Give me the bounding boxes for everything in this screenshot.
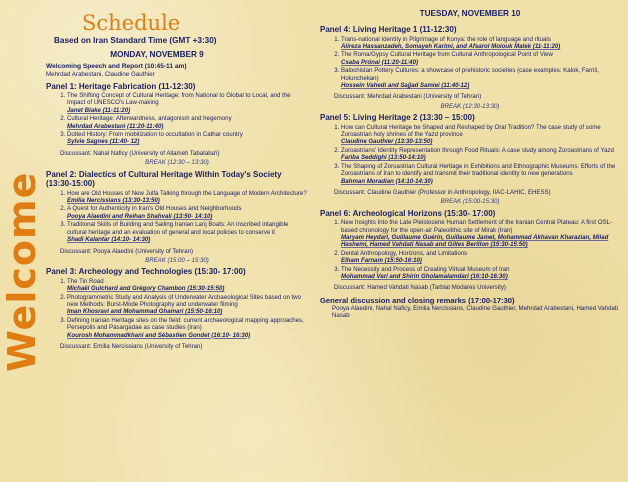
talk-item — [67, 115, 308, 130]
break-label: BREAK (15:00-15:30) — [440, 198, 500, 206]
talk-speaker: Iman Khosravi and Mohammad Ghamari (15:50-16:10) — [67, 308, 223, 316]
talk-item — [341, 67, 620, 89]
talk-item — [67, 278, 308, 293]
talk-item — [341, 147, 620, 162]
opening-speakers: Mehrdad Arabestani, Claudine Gauthier — [46, 71, 155, 78]
panel-1-discussant: Discussant: Nahal Naficy (University of Allameh Tabataba'i) — [60, 149, 220, 157]
panel-5-talks — [320, 124, 620, 185]
panel-6-title: Panel 6: Archeological Horizons (15:30- 17:00) — [320, 208, 496, 218]
talk-title: Photogrammetric Study and Analysis of Underwater Archaeological Sites based on two new Methods: Burst-Mode Photography and underwater filming — [67, 293, 302, 309]
talk-speaker: Mehrdad Arabestani (11:20-11:40) — [67, 122, 164, 130]
talk-title: Dotted History: From mobilization to occultation in Cathar country — [67, 131, 243, 139]
welcome-side-label: Welcome — [0, 171, 44, 372]
talk-item — [67, 205, 308, 220]
talk-speaker: Maryam Heydari, Guillaume Guérin, Guillaume Jamet, Mohammad Akhavan Kharazian, Milad Hashemi, Hamed Vahdati Nasab and Gilles Berillon (15:30-15:50) — [341, 234, 609, 249]
tuesday-column — [320, 0, 620, 320]
talk-title: Dental Anthropology, Horizons, and Limitations — [341, 249, 468, 257]
talk-title: The Necessity and Process of Creating Virtual Museum of Iran — [341, 265, 510, 273]
talk-speaker: Shadi Kalantar (14:10- 14:30) — [67, 236, 151, 244]
monday-column — [46, 0, 308, 352]
panel-4-talks — [320, 36, 620, 90]
day-heading-tuesday: TUESDAY, NOVEMBER 10 — [419, 9, 521, 18]
talk-title: The Shifting Concept of Cultural Heritage: from National to Global to Local, and the Impact of UNESCO's Law-making — [67, 92, 291, 107]
talk-title: Traditional Skills of Building and Sailing Iranian Lanj Boats: An inscribed intangible cultural heritage and an evaluation of general and local policies to conserve it — [67, 221, 289, 236]
closing-title: General discussion and closing remarks (17:00-17:30) — [320, 295, 515, 305]
talk-title: How are Old Houses of New Julfa Talking through the Language of Modern Architecture? — [67, 189, 307, 197]
talk-item — [67, 294, 308, 316]
talk-item — [341, 219, 620, 249]
panel-5-discussant: Discussant: Claudine Gauthier (Professor in Anthropology, IIAC-LAHIC, EHESS) — [334, 188, 551, 196]
talk-item — [67, 221, 308, 243]
panel-3-title: Panel 3: Archeology and Technologies (15:30- 17:00) — [46, 267, 246, 277]
break-label: BREAK (15:00 – 15:30) — [145, 256, 209, 264]
talk-item — [341, 36, 620, 51]
talk-title: Balochistan Pottery Cultures: a showcase of prehistoric societies (case examples: Kalok, Farriš, Holunchekan) — [341, 67, 600, 82]
talk-speaker: Kourosh Mohammadkhani and Sébastien Gondet (16:10- 16:30) — [67, 331, 251, 339]
talk-speaker: Sylvie Sagnes (11:40- 12) — [67, 138, 140, 146]
timezone-subtitle: Based on Iran Standard Time (GMT +3:30) — [54, 36, 217, 45]
opening-title: Welcoming Speech and Report (10:45-11 am) — [46, 63, 187, 70]
panel-6-discussant: Discussant: Hamed Vahdati Nasab (Tarbiat Modares University) — [334, 284, 506, 292]
panel-2-title: Panel 2: Dialectics of Cultural Heritage Within Today's Society (13:30-15:00) — [46, 169, 282, 189]
talk-speaker: Alireza Hassanzadeh, Somayeh Karimi, and Afsarol Molouk Malek (11-11:20) — [341, 42, 561, 50]
talk-item — [341, 124, 620, 146]
talk-title: Trans-national Identity in Pilgrimage of Konya: the role of language and rituals — [341, 35, 551, 43]
talk-item — [341, 163, 620, 185]
talk-speaker: Elham Farnam (15:50-16:10) — [341, 257, 422, 265]
talk-title: A Quest for Authenticity in Iran's Old Houses and Neighborhoods — [67, 205, 242, 213]
talk-item — [67, 190, 308, 205]
talk-speaker: Janet Blake (11-11:20) — [67, 106, 131, 114]
talk-speaker: Pooya Alaedini and Reihan Shahvali (13:50- 14:10) — [67, 212, 213, 220]
panel-2-discussant: Discussant: Pooya Alaedini (University of Tehran) — [60, 247, 193, 255]
talk-item — [341, 51, 620, 66]
talk-speaker: Michaël Guichard and Grégory Chambon (15:30-15:50) — [67, 285, 225, 293]
talk-item — [67, 131, 308, 146]
break-label: BREAK (12:30-13:30) — [440, 102, 500, 110]
panel-3-discussant: Discussant: Emilia Nercissians (University of Tehran) — [60, 343, 203, 351]
talk-title: Cultural Heritage: Afterwardness, antagonism and hegemony — [67, 115, 232, 123]
closing-speakers: Pooya Alaedini, Nahal Naficy, Emilia Nercissians, Claudine Gauthier, Mehrdad Arabestani, Hamed Vahdati Nasab — [332, 304, 618, 320]
talk-item — [341, 266, 620, 281]
break-label: BREAK (12:30 – 13:30) — [145, 159, 209, 167]
talk-item — [67, 317, 308, 339]
talk-title: Zoroastrians' Identity Representation through Food Rituals: A case study among Zoroastrians of Yazd — [341, 146, 614, 154]
page-title: Schedule — [82, 11, 181, 35]
talk-title: New Insights Into the Late Pleistocene Human Settlement of the Iranian Central Plateau: A first OSL-based chronology for the open-air Paleolithic site of Mirak (Iran) — [341, 219, 612, 234]
panel-1-talks — [46, 92, 308, 146]
panel-5-title: Panel 5: Living Heritage 2 (13:30 – 15:00) — [320, 113, 475, 123]
day-heading-monday: MONDAY, NOVEMBER 9 — [110, 50, 204, 59]
panel-1-title: Panel 1: Heritage Fabrication (11-12:30) — [46, 81, 196, 91]
talk-speaker: Mohammad Vari and Shirin Gholamalamdari (16:10-16:30) — [341, 273, 508, 281]
talk-title: The Shaping of Zoroastrian Cultural Heritage in Exhibitions and Ethnographic Museums: Efforts of the Zoroastrians of Iran to identify and transmit their traditional identity to new generations — [341, 162, 616, 178]
talk-title: How can Cultural Heritage be Shaped and Reshaped by Oral Tradition? The case study of some Zoroastrian holy shrines of the Yazd province — [341, 123, 601, 139]
panel-3-talks — [46, 278, 308, 339]
talk-speaker: Fariba Seddighi (13:50-14:10) — [341, 154, 426, 162]
panel-6-talks — [320, 219, 620, 280]
talk-title: Defining Iranian Heritage sites on the field: current archaeological mapping approaches, Persepolis and Pasargadae as case studies (Iran) — [67, 316, 304, 332]
talk-title: The Roma/Gypsy Cultural Heritage from Cultural Anthropological Point of View — [341, 51, 553, 59]
panel-4-discussant: Discussant: Mehrdad Arabestani (University of Tehran) — [334, 93, 482, 101]
talk-title: The Tin Road — [67, 277, 104, 285]
talk-item — [67, 92, 308, 114]
panel-4-title: Panel 4: Living Heritage 1 (11-12:30) — [320, 25, 457, 34]
talk-speaker: Emilia Nercissians (13:30-13:50) — [67, 197, 160, 205]
talk-speaker: Bahman Moradian (14:10-14:30) — [341, 177, 433, 185]
panel-2-talks — [46, 190, 308, 244]
talk-speaker: Claudine Gauthier (13:30-13:50) — [341, 138, 433, 146]
talk-speaker: Hossein Vahedi and Sajjad Samiei (11:40-12) — [341, 81, 470, 89]
talk-speaker: Csaba Prónai (11:20-11:40) — [341, 58, 418, 66]
talk-item — [341, 250, 620, 265]
